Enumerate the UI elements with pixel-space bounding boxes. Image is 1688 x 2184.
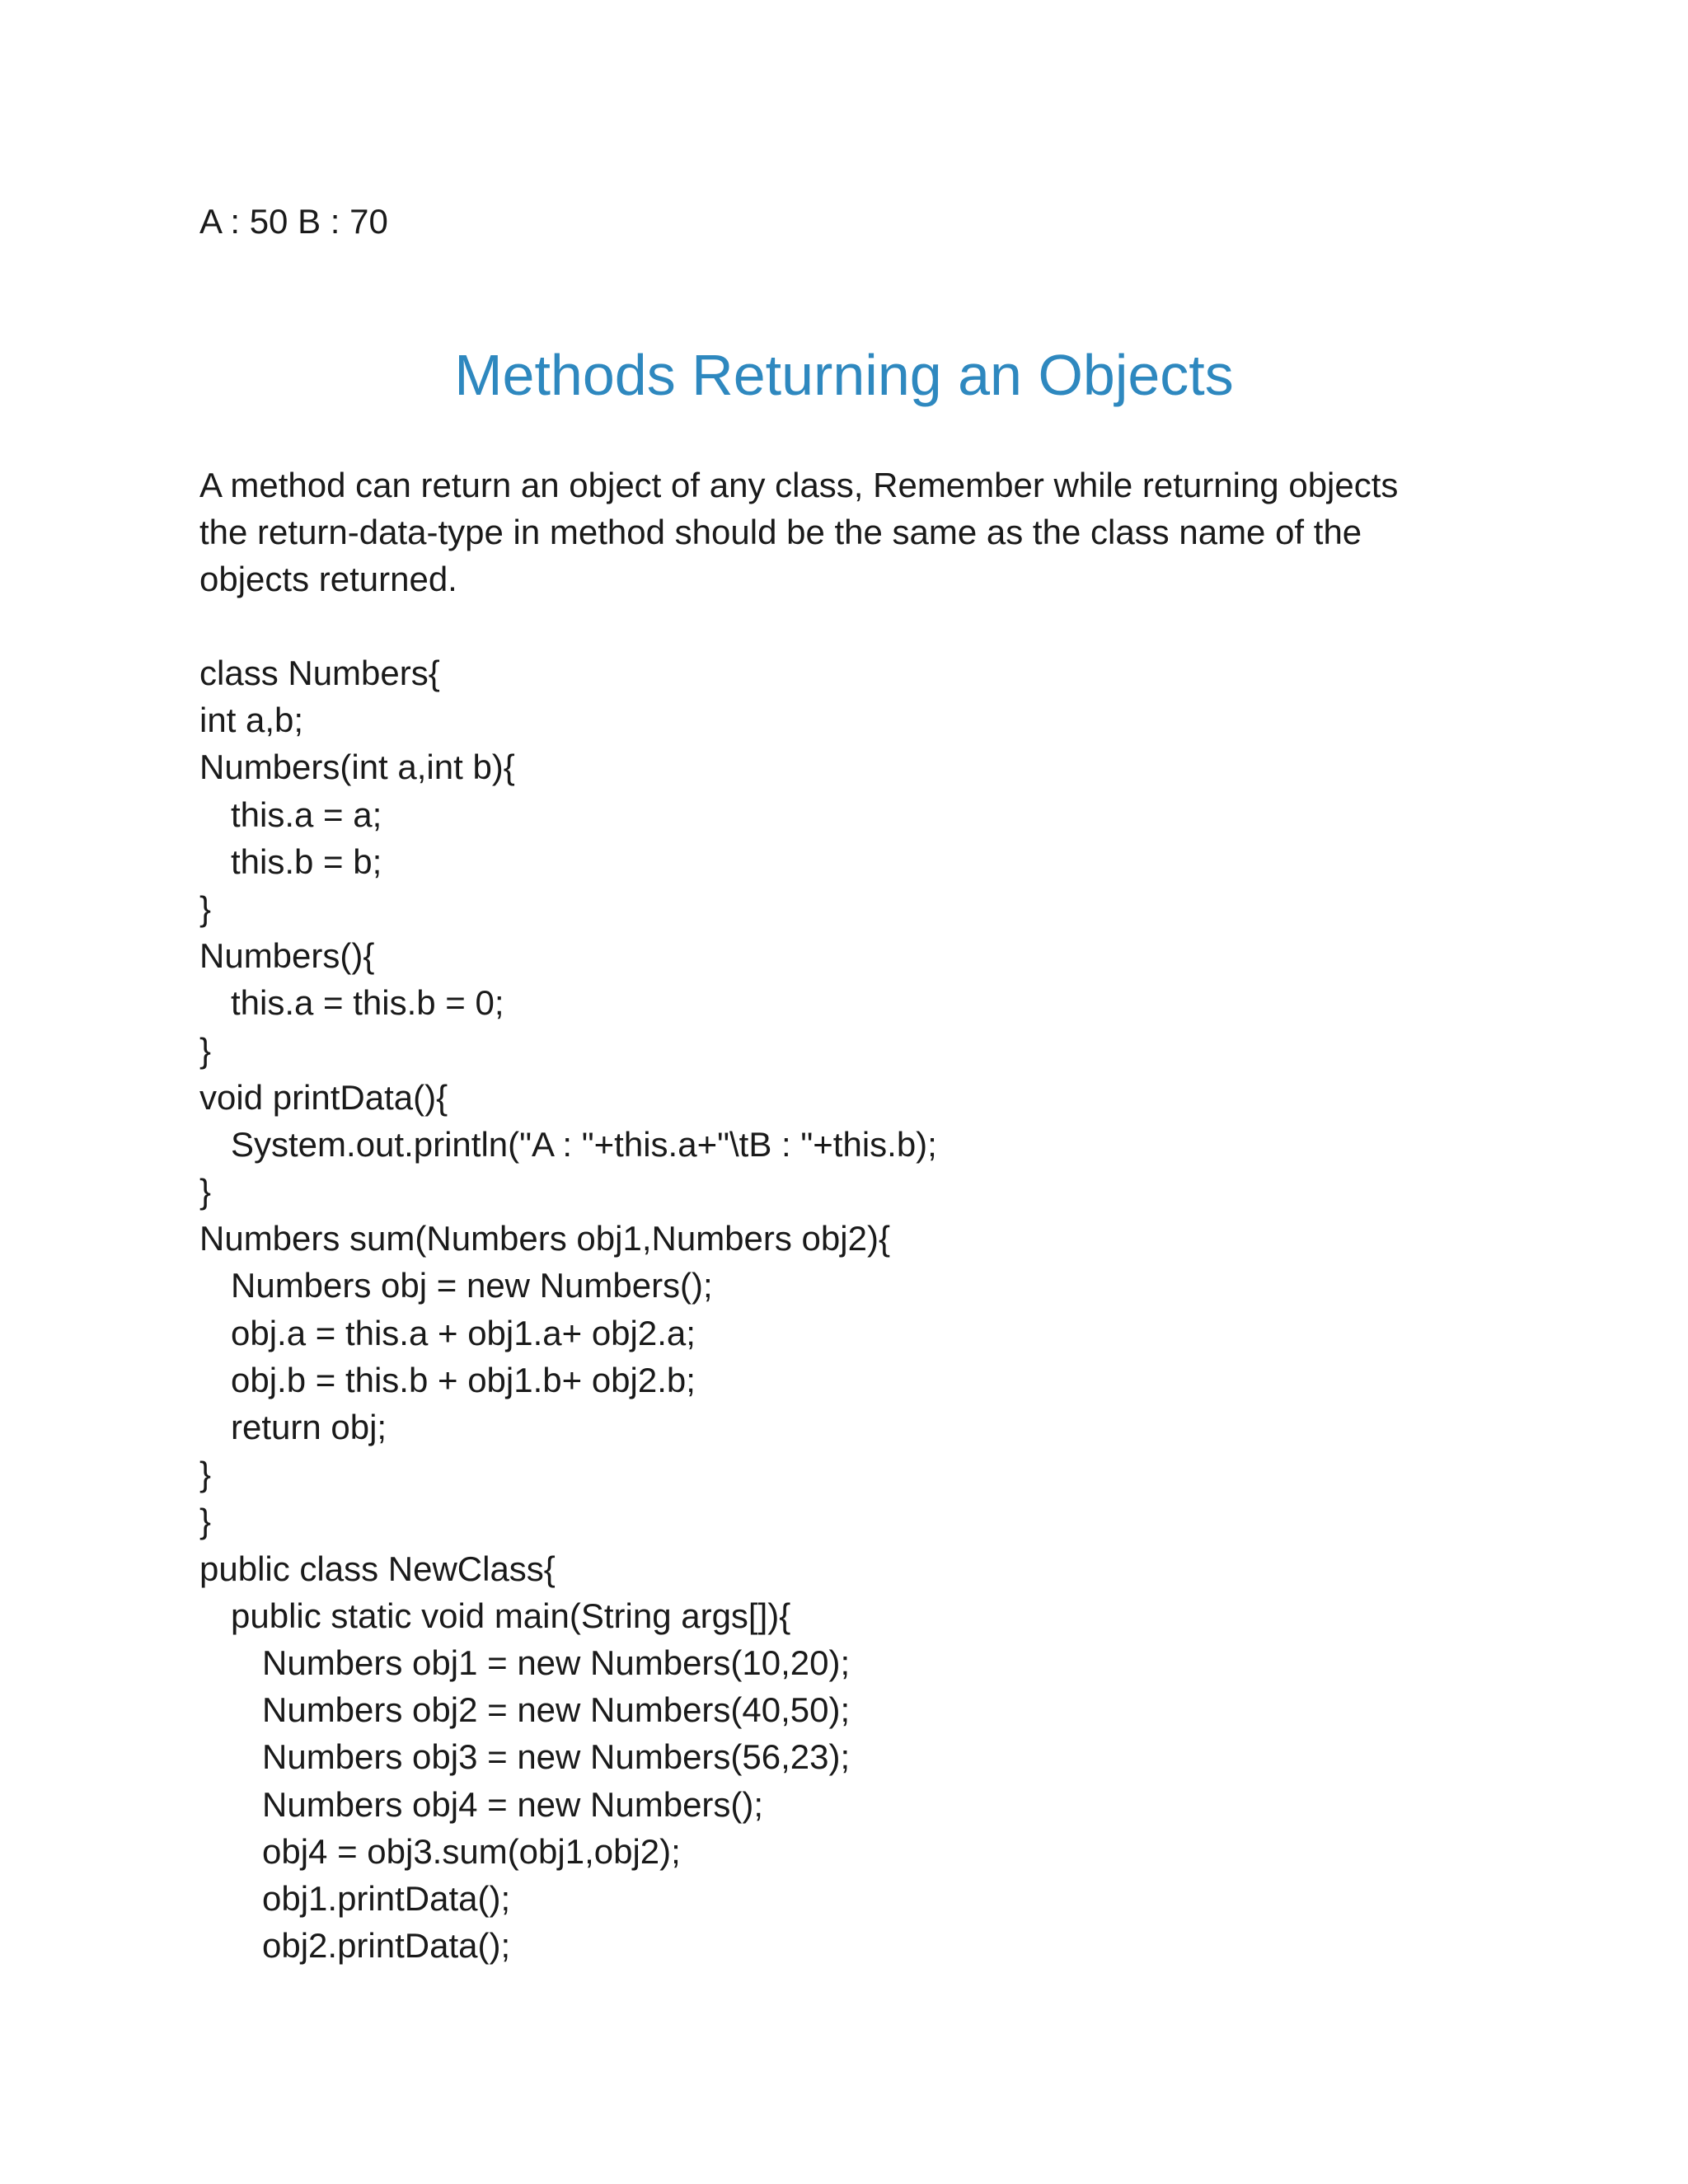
paragraph-line: objects returned. [199, 560, 457, 598]
code-line: Numbers obj1 = new Numbers(10,20); [262, 1643, 851, 1682]
code-line: System.out.println("A : "+this.a+"\tB : "+this.b); [231, 1124, 937, 1164]
intro-paragraph [199, 462, 1551, 602]
section-title: Methods Returning an Objects [454, 343, 1234, 407]
code-line: } [199, 888, 212, 928]
code-line: } [199, 1030, 212, 1070]
code-line: Numbers(int a,int b){ [199, 748, 515, 787]
paragraph-line: A method can return an object of any class, Remember while returning objects [199, 466, 1399, 504]
code-line: public class NewClass{ [199, 1549, 556, 1588]
code-line: Numbers obj4 = new Numbers(); [262, 1784, 764, 1824]
code-line: Numbers obj2 = new Numbers(40,50); [262, 1690, 851, 1730]
code-line: this.b = b; [231, 841, 382, 881]
output-line: A : 50 B : 70 [199, 202, 388, 241]
code-line: } [199, 1455, 212, 1494]
code-line: return obj; [231, 1408, 387, 1446]
code-line: Numbers obj = new Numbers(); [231, 1266, 713, 1305]
code-line: int a,b; [199, 701, 304, 740]
code-line: obj4 = obj3.sum(obj1,obj2); [262, 1831, 681, 1871]
code-line: obj.a = this.a + obj1.a+ obj2.a; [231, 1313, 696, 1352]
code-line: obj.b = this.b + obj1.b+ obj2.b; [231, 1360, 696, 1399]
code-listing [199, 649, 937, 1969]
code-line: Numbers(){ [199, 936, 375, 976]
code-line: obj1.printData(); [262, 1878, 511, 1918]
code-line: } [199, 1502, 212, 1541]
code-line: public static void main(String args[]){ [231, 1596, 791, 1635]
code-line: Numbers sum(Numbers obj1,Numbers obj2){ [199, 1219, 890, 1258]
code-line: this.a = this.b = 0; [231, 983, 504, 1023]
code-line: class Numbers{ [199, 654, 440, 692]
code-line: this.a = a; [231, 794, 382, 834]
code-line: obj2.printData(); [262, 1926, 511, 1966]
code-line: void printData(){ [199, 1077, 448, 1117]
code-line: } [199, 1172, 212, 1212]
code-line: Numbers obj3 = new Numbers(56,23); [262, 1737, 851, 1777]
paragraph-line: the return-data-type in method should be the same as the class name of the [199, 513, 1362, 551]
